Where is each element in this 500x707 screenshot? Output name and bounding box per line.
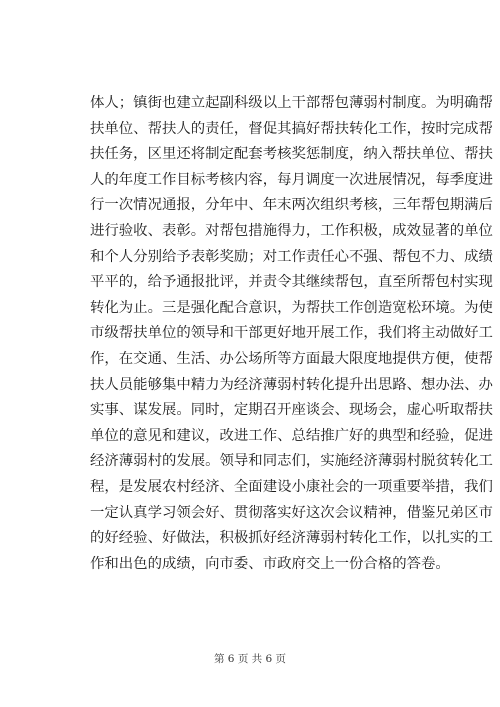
text-line: 扶人员能够集中精力为经济薄弱村转化提升出思路、想办法、办 xyxy=(90,376,493,393)
text-line: 转化为止。三是强化配合意识，为帮扶工作创造宽松环境。为使 xyxy=(90,299,493,316)
text-line: 人的年度工作目标考核内容，每月调度一次进展情况，每季度进 xyxy=(90,171,493,188)
text-line: 实事、谋发展。同时，定期召开座谈会、现场会，虚心听取帮扶 xyxy=(90,402,493,419)
body-paragraph xyxy=(90,91,493,577)
text-line: 程，是发展农村经济、全面建设小康社会的一项重要举措，我们 xyxy=(90,478,493,495)
text-line: 扶任务，区里还将制定配套考核奖惩制度，纳入帮扶单位、帮扶 xyxy=(90,146,493,163)
text-line: 进行验收、表彰。对帮包措施得力，工作积极，成效显著的单位 xyxy=(90,222,493,239)
text-line: 的好经验、好做法，积极抓好经济薄弱村转化工作，以扎实的工 xyxy=(90,530,493,547)
text-line: 平平的，给予通报批评，并责令其继续帮包，直至所帮包村实现 xyxy=(90,274,493,291)
text-line: 单位的意见和建议，改进工作、总结推广好的典型和经验，促进 xyxy=(90,427,493,444)
text-line-last: 作和出色的成绩，向市委、市政府交上一份合格的答卷。 xyxy=(90,555,450,572)
text-line: 体人；镇街也建立起副科级以上干部帮包薄弱村制度。为明确帮 xyxy=(90,95,493,111)
text-line: 作，在交通、生活、办公场所等方面最大限度地提供方便，使帮 xyxy=(90,350,493,367)
text-line: 市级帮扶单位的领导和干部更好地开展工作，我们将主动做好工 xyxy=(90,325,493,342)
text-line: 一定认真学习领会好、贯彻落实好这次会议精神，借鉴兄弟区市 xyxy=(90,504,493,521)
text-line: 行一次情况通报，分年中、年末两次组织考核，三年帮包期满后 xyxy=(90,197,493,214)
text-line: 和个人分别给予表彰奖励；对工作责任心不强、帮包不力、成绩 xyxy=(90,248,493,265)
page-number-footer: 第 6 页 共 6 页 xyxy=(213,653,287,665)
text-line: 经济薄弱村的发展。领导和同志们，实施经济薄弱村脱贫转化工 xyxy=(90,453,493,470)
text-line: 扶单位、帮扶人的责任，督促其搞好帮扶转化工作，按时完成帮 xyxy=(90,120,493,137)
